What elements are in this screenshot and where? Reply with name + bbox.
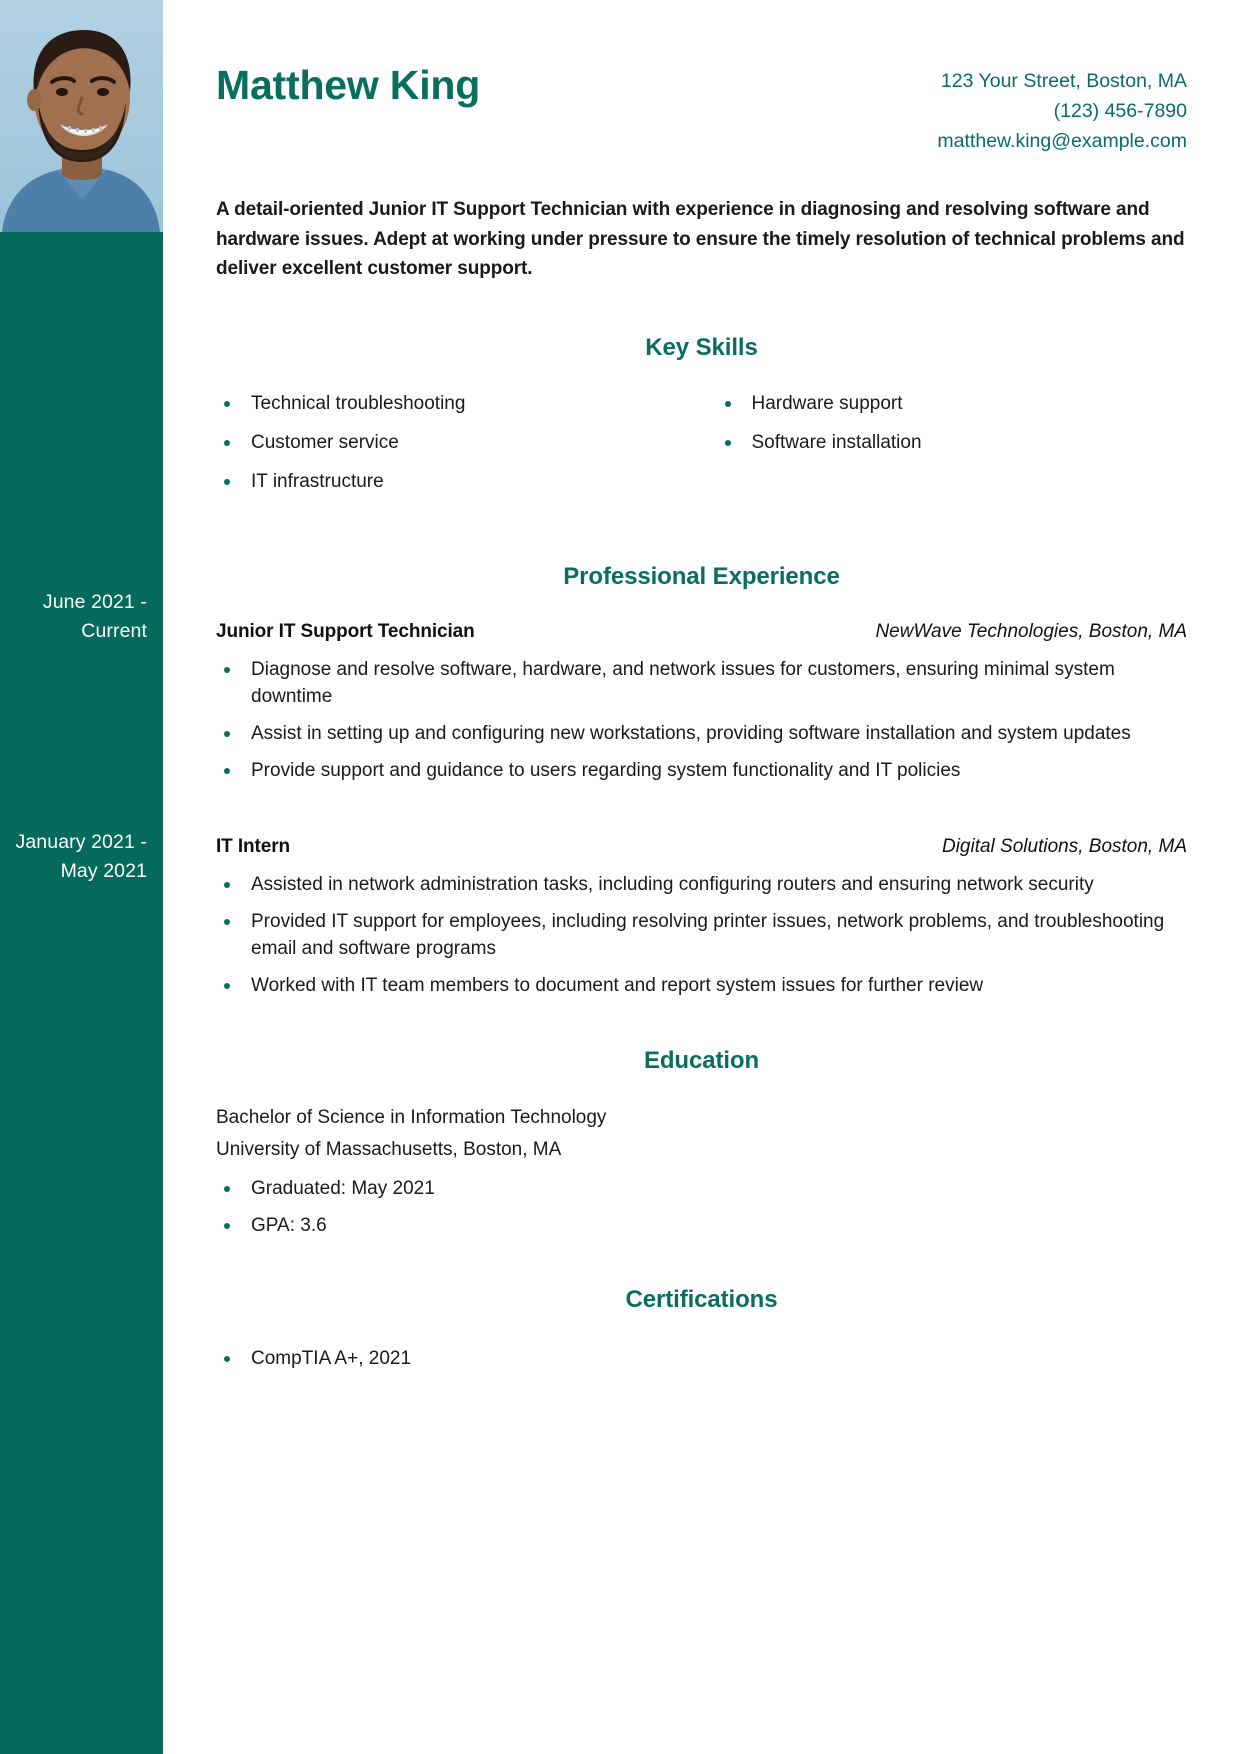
experience-header-1	[216, 621, 1187, 643]
contact-address: 123 Your Street, Boston, MA	[940, 70, 1187, 92]
profile-photo	[0, 0, 163, 232]
list-item: IT infrastructure	[216, 468, 687, 495]
list-item: Diagnose and resolve software, hardware, and network issues for customers, ensuring minimal system downtime	[216, 656, 1187, 710]
list-item: GPA: 3.6	[216, 1212, 1187, 1239]
list-item: Graduated: May 2021	[216, 1175, 1187, 1202]
skills-column-right	[687, 390, 1188, 507]
main-content	[163, 0, 1239, 1754]
experience-header-2	[216, 836, 1187, 858]
list-item: CompTIA A+, 2021	[216, 1345, 1187, 1372]
job-title: IT Intern	[216, 835, 291, 857]
section-heading-key-skills: Key Skills	[645, 333, 758, 361]
certifications-list	[216, 1345, 1187, 1372]
list-item: Assisted in network administration tasks, including configuring routers and ensuring network security	[216, 871, 1187, 898]
education-degree: Bachelor of Science in Information Technology	[216, 1106, 607, 1128]
key-skills-list	[216, 390, 1187, 507]
job-company: NewWave Technologies, Boston, MA	[875, 620, 1187, 642]
job-company: Digital Solutions, Boston, MA	[941, 835, 1187, 857]
job-title: Junior IT Support Technician	[216, 620, 475, 642]
education-entry	[216, 1102, 1187, 1239]
experience-dates-1: June 2021 - Current	[42, 591, 147, 642]
header	[216, 0, 1187, 152]
list-item: Worked with IT team members to document and report system issues for further review	[216, 972, 1187, 999]
section-heading-professional-experience: Professional Experience	[563, 562, 840, 590]
contact-email[interactable]: matthew.king@example.com	[937, 130, 1187, 152]
skills-column-left	[216, 390, 687, 507]
sidebar	[0, 0, 163, 1754]
list-item: Customer service	[216, 429, 687, 456]
contact-info	[937, 66, 1187, 156]
list-item: Assist in setting up and configuring new workstations, providing software installation and system updates	[216, 720, 1187, 747]
professional-summary: A detail-oriented Junior IT Support Technician with experience in diagnosing and resolving software and hardware issues. Adept at working under pressure to ensure the timely resolution of technical problems and deliver excellent customer support.	[216, 199, 1185, 279]
education-school: University of Massachusetts, Boston, MA	[216, 1138, 562, 1160]
experience-entry-1	[216, 621, 1187, 784]
experience-dates-2: January 2021 - May 2021	[15, 831, 147, 882]
section-heading-certifications: Certifications	[625, 1285, 778, 1313]
list-item: Provided IT support for employees, including resolving printer issues, network problems, and troubleshooting email and software programs	[216, 908, 1187, 962]
list-item: Provide support and guidance to users regarding system functionality and IT policies	[216, 757, 1187, 784]
page-title: Matthew King	[216, 62, 481, 108]
experience-entry-2	[216, 836, 1187, 999]
list-item: Hardware support	[717, 390, 1188, 417]
section-heading-education: Education	[643, 1046, 760, 1074]
contact-phone[interactable]: (123) 456-7890	[1053, 100, 1187, 122]
list-item: Technical troubleshooting	[216, 390, 687, 417]
profile-photo-illustration	[0, 0, 163, 232]
list-item: Software installation	[717, 429, 1188, 456]
